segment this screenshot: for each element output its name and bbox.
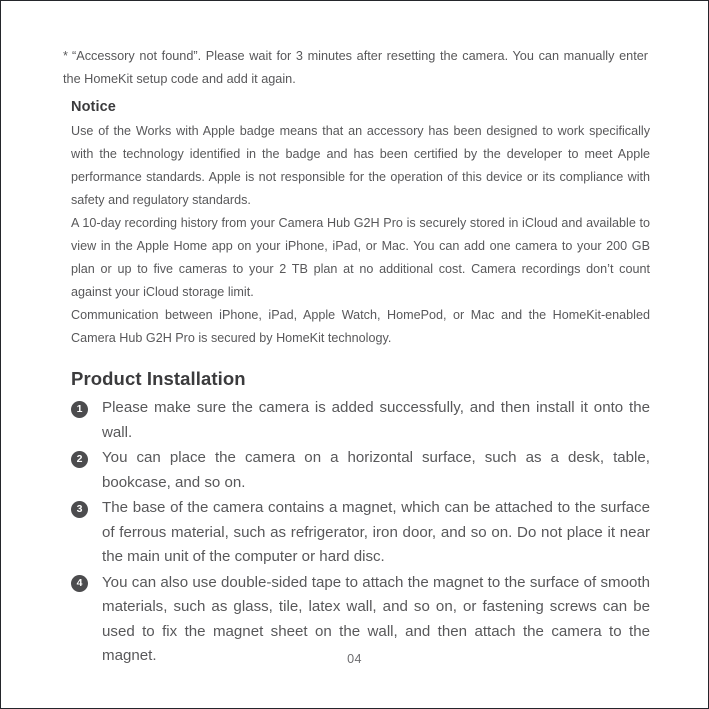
step-number-badge: 3 [71,501,88,518]
list-item [71,496,652,570]
step-text: Please make sure the camera is added successfully, and then install it onto the wall. [102,399,650,441]
list-item [71,396,652,445]
step-text: You can also use double-sided tape to attach the magnet to the surface of smooth materials, such as glass, tile, latex wall, and so on, or fastening screws can be used to fix the magnet sheet on the wall, and then attach the camera to the magnet. [102,573,650,664]
notice-paragraph-2: A 10-day recording history from your Camera Hub G2H Pro is securely stored in iCloud and available to view in the Apple Home app on your iPhone, iPad, or Mac. You can add one camera to your 200 GB plan or up to five cameras to your 2 TB plan at no additional cost. Camera recordings don’t count against your iCloud storage limit. [71,216,650,299]
notice-body [71,120,650,350]
notice-paragraph-1: Use of the Works with Apple badge means that an accessory has been designed to work specifically with the technology identified in the badge and has been certified by the developer to meet Apple performance standards. Apple is not responsible for the operation of this device or its compliance with safety and regulatory standards. [71,124,650,207]
list-item [71,446,652,495]
step-number-badge: 1 [71,401,88,418]
page-number: 04 [347,652,362,666]
product-installation-list [62,396,652,669]
product-installation-heading: Product Installation [71,368,246,389]
page-content [1,1,708,708]
step-text: The base of the camera contains a magnet, which can be attached to the surface of ferrous material, such as refrigerator, iron door, and so on. Do not place it near the main unit of the computer or hard disc. [102,499,650,565]
footnote-text: “Accessory not found”. Please wait for 3 minutes after resetting the camera. You can manually enter the HomeKit setup code and add it again. [63,49,648,86]
notice-heading: Notice [71,99,116,115]
footnote-accessory-not-found [62,45,652,91]
step-text: You can place the camera on a horizontal surface, such as a desk, table, bookcase, and so on. [102,449,650,491]
notice-paragraph-3: Communication between iPhone, iPad, Apple Watch, HomePod, or Mac and the HomeKit-enabled Camera Hub G2H Pro is secured by HomeKit technology. [71,308,650,345]
footnote-asterisk: * [63,49,68,63]
step-number-badge: 4 [71,575,88,592]
step-number-badge: 2 [71,451,88,468]
